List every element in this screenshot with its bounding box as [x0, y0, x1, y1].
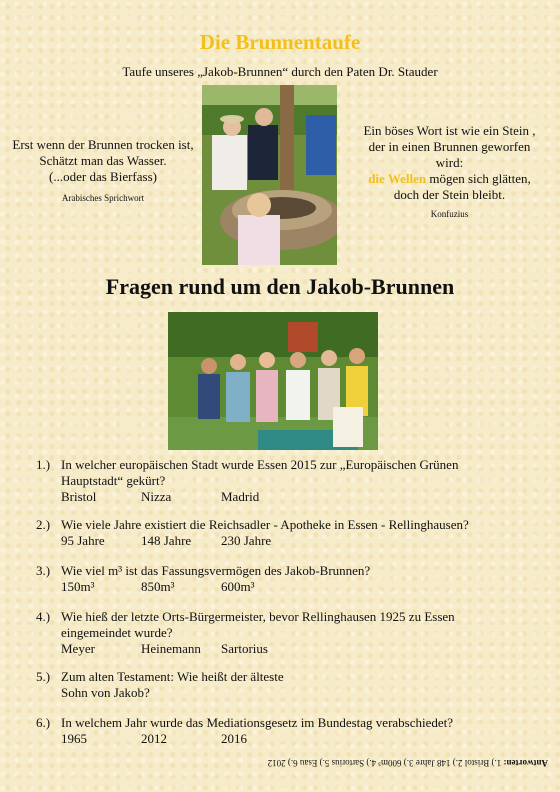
answer-option: 150m³ [61, 579, 95, 594]
quote-right-line: doch der Stein bleibt. [393, 187, 506, 202]
section-heading: Fragen rund um den Jakob-Brunnen [105, 274, 455, 299]
question-text: Wie hieß der letzte Orts-Bürgermeister, bevor Rellinghausen 1925 zu Essen eingemeindet wurde? [61, 609, 455, 640]
answers-text: 1.) Bristol 2.) 148 Jahre 3.) 600m³ 4.) Sartorius 5.) Esau 6.) 2012 [267, 758, 504, 768]
quote-right-source: Konfuzius [430, 209, 469, 219]
quote-right-line: Ein böses Wort ist wie ein Stein , [363, 123, 536, 138]
well-baptism-photo [202, 85, 337, 265]
answer-option: 2016 [221, 731, 247, 746]
question-number: 6.) [36, 715, 51, 730]
answer-option: Bristol [61, 489, 97, 504]
page-subtitle: Taufe unseres „Jakob-Brunnen“ durch den Paten Dr. Stauder [122, 64, 438, 79]
question-text: In welcher europäischen Stadt wurde Essen 2015 zur „Europäischen Grünen Hauptstadt“ gekürt? [61, 457, 459, 488]
answer-option: 600m³ [221, 579, 255, 594]
quote-right-line: wird: [435, 155, 464, 170]
question-number: 1.) [36, 457, 51, 472]
question-text: Wie viele Jahre existiert die Reichsadler - Apotheke in Essen - Rellinghausen? [61, 517, 469, 532]
question-number: 4.) [36, 609, 51, 624]
quote-left-source: Arabisches Sprichwort [61, 193, 145, 203]
quote-left-line: Schätzt man das Wasser. [39, 153, 167, 168]
quote-right-line-rest: mögen sich glätten, [426, 171, 531, 186]
question-text: Wie viel m³ ist das Fassungsvermögen des Jakob-Brunnen? [61, 563, 371, 578]
answer-option: 850m³ [141, 579, 175, 594]
quote-right [342, 123, 557, 203]
question-number: 5.) [36, 669, 51, 684]
answer-option: 95 Jahre [61, 533, 105, 548]
quote-highlight: die Wellen [368, 171, 427, 186]
answer-option: Sartorius [221, 641, 268, 656]
answer-option: 230 Jahre [221, 533, 272, 548]
answer-option: Nizza [141, 489, 172, 504]
answer-option: Meyer [61, 641, 95, 656]
answer-option: Madrid [221, 489, 260, 504]
answer-option: 2012 [141, 731, 167, 746]
answers-line [158, 758, 548, 768]
quote-right-line: der in einen Brunnen geworfen [368, 139, 531, 154]
quote-left-line: Erst wenn der Brunnen trocken ist, [12, 137, 194, 152]
children-group-photo [168, 312, 378, 450]
answer-option: 148 Jahre [141, 533, 192, 548]
quote-right-line [342, 171, 557, 187]
question-text: In welchem Jahr wurde das Mediationsgesetz im Bundestag verabschiedet? [61, 715, 454, 730]
page-title: Die Brunnentaufe [199, 30, 361, 54]
question-text: Zum alten Testament: Wie heißt der älteste Sohn von Jakob? [61, 669, 284, 700]
question-number: 3.) [36, 563, 51, 578]
quote-left-line: (...oder das Bierfass) [49, 169, 157, 184]
question-number: 2.) [36, 517, 51, 532]
answer-option: 1965 [61, 731, 87, 746]
answers-label: Antworten: [503, 758, 548, 768]
quote-left [8, 137, 198, 185]
answer-option: Heinemann [141, 641, 201, 656]
